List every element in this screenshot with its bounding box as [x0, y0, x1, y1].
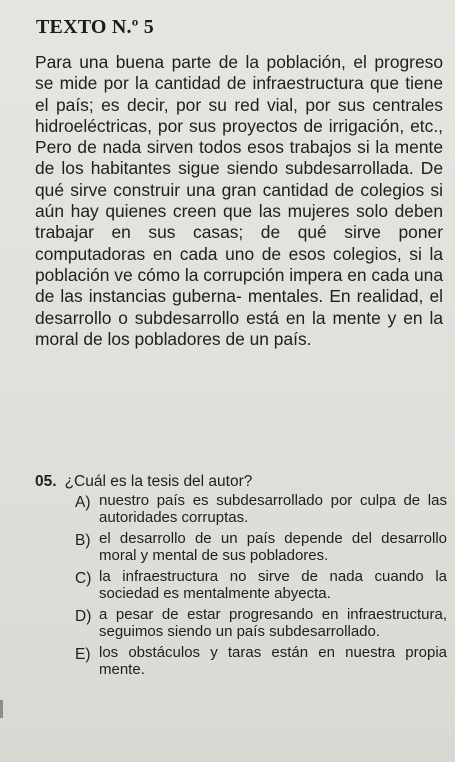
question-number: 05. — [35, 473, 57, 490]
option-text: a pesar de estar progresando en infraestructura, seguimos siendo un país subdesarrollado. — [99, 606, 447, 640]
option-b — [75, 531, 447, 564]
option-letter: B) — [75, 532, 91, 549]
option-text: nuestro país es subdesarrollado por culpa de las autoridades corruptas. — [99, 492, 447, 526]
option-letter: C) — [75, 570, 92, 587]
option-letter: E) — [75, 646, 91, 663]
option-e — [75, 645, 447, 678]
option-text: la infraestructura no sirve de nada cuando la sociedad es mentalmente abyecta. — [99, 568, 447, 602]
page-edge-mark — [0, 700, 3, 718]
option-text: los obstáculos y taras están en nuestra propia mente. — [99, 644, 447, 678]
question-block — [35, 472, 445, 683]
option-c — [75, 569, 447, 602]
option-a — [75, 493, 447, 526]
option-letter: D) — [75, 608, 92, 625]
reading-passage: Para una buena parte de la población, el progreso se mide por la cantidad de infraestructura que tiene el país; es decir, por su red vial, por sus centrales hidroeléctricas, por sus proyectos de irrigación, etc., Pero de nada sirven todos esos trabajos si la mente de los habitantes sigue siendo subdesarrollada. De qué sirve construir una gran cantidad de colegios si aún hay quienes creen que las mujeres solo deben trabajar en sus casas; de qué sirve poner computadoras en cada uno de esos colegios, si la población ve cómo la corrupción impera en cada una de las instancias guberna- mentales. En realidad, el desarrollo o subdesarrollo está en la mente y en la moral de los pobladores de un país. — [35, 52, 443, 349]
option-text: el desarrollo de un país depende del desarrollo moral y mental de sus pobladores. — [99, 530, 447, 564]
question-stem — [35, 472, 445, 491]
text-title: TEXTO N.º 5 — [36, 16, 154, 38]
question-text: ¿Cuál es la tesis del autor? — [64, 473, 253, 490]
option-d — [75, 607, 447, 640]
option-letter: A) — [75, 494, 91, 511]
answer-options — [75, 493, 447, 678]
